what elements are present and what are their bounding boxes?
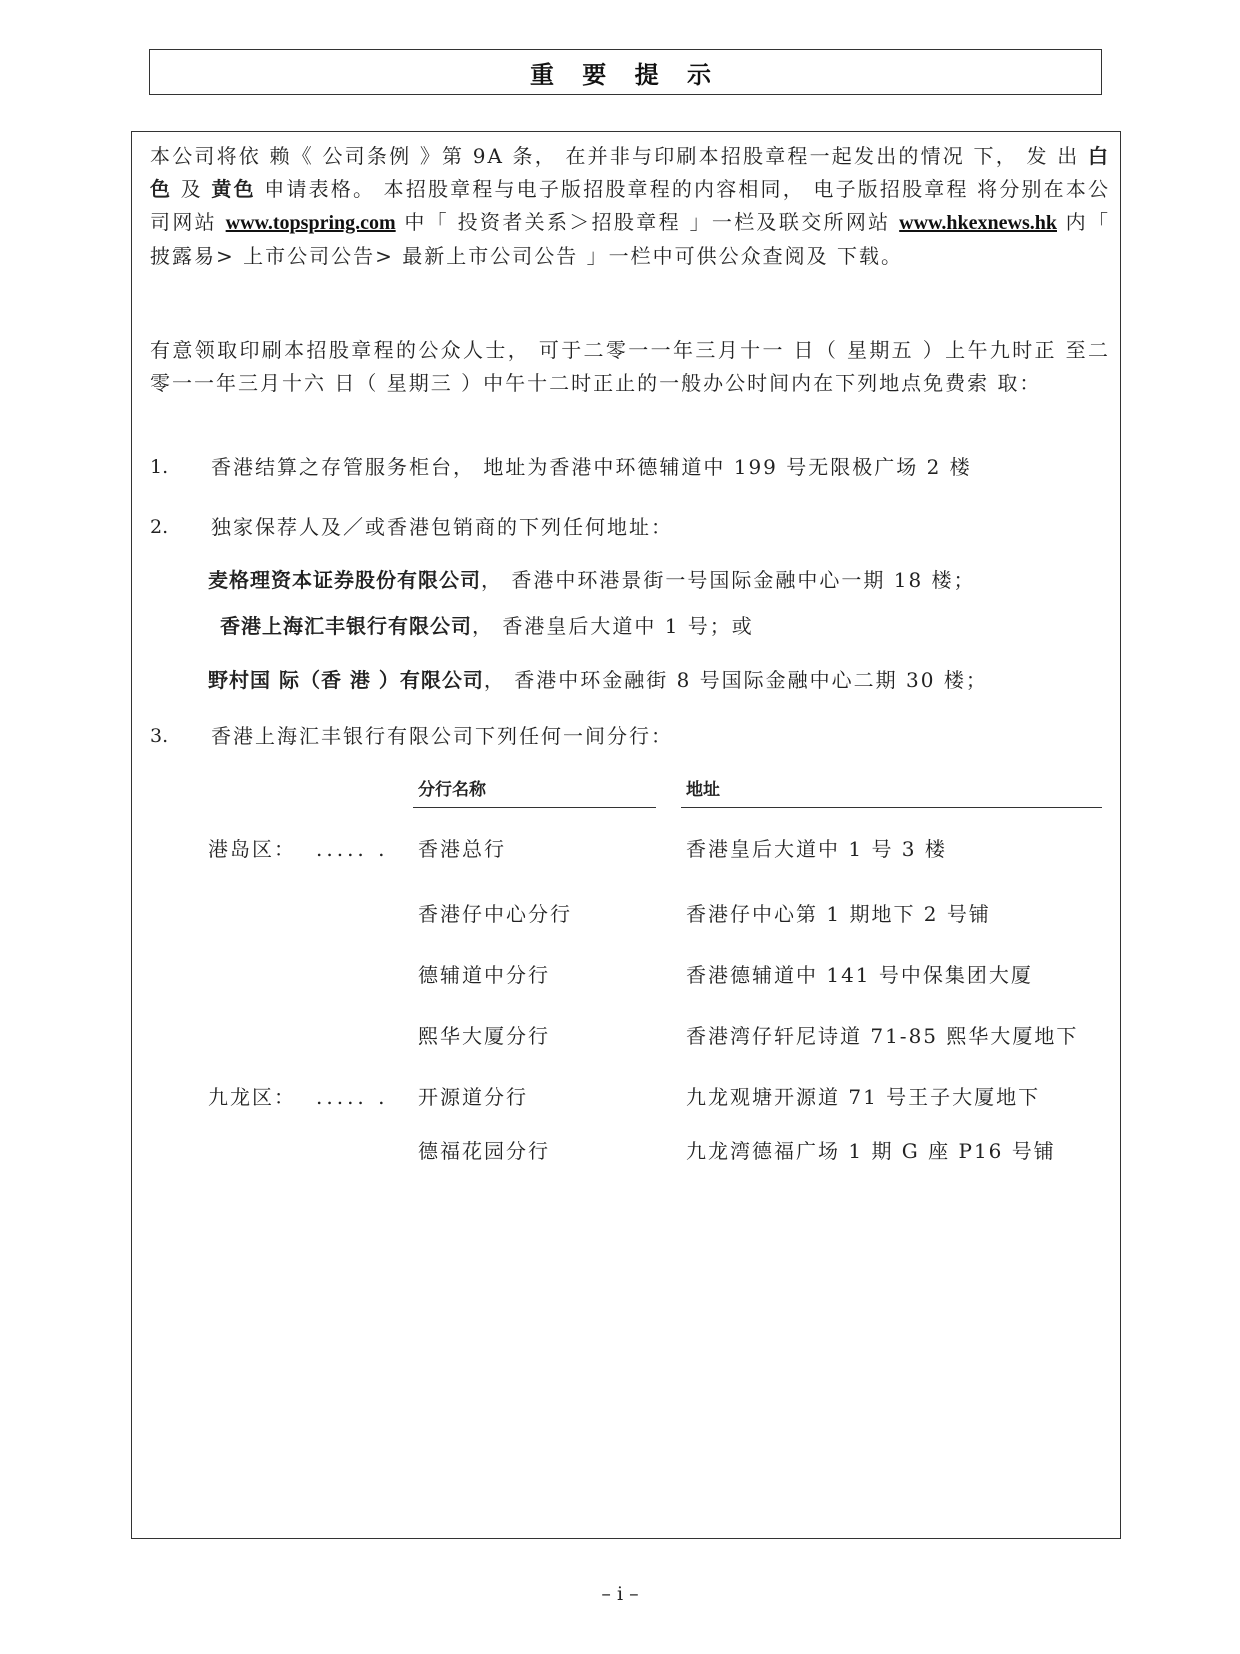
item-number-3: 3. xyxy=(150,725,169,747)
page-number: – i – xyxy=(601,1583,639,1605)
item-number-2: 2. xyxy=(150,516,169,538)
title-box xyxy=(149,49,1102,95)
region-label-kowloon: 九龙区： xyxy=(208,1085,296,1109)
item-text-3: 香港上海汇丰银行有限公司下列任何一间分行： xyxy=(211,724,673,748)
collection-paragraph: 有意领取印刷本招股章程的公众人士， 可于二零一一年三月十一 日（ 星期五 ）上午九时正 至二零一一年三月十六 日（ 星期三 ）中午十二时正止的一般办公时间内在下列地点免费索 取： xyxy=(150,338,1110,395)
item-text-2: 独家保荐人及／或香港包销商的下列任何地址： xyxy=(211,515,673,539)
branch-name: 德辅道中分行 xyxy=(418,963,550,987)
branch-address: 九龙湾德福广场 1 期 G 座 P16 号铺 xyxy=(686,1139,1056,1163)
yellow-form-label: 黄色 xyxy=(211,177,256,201)
underwriter-name: 麦格理资本证券股份有限公司 xyxy=(208,568,481,592)
underwriter-name: 野村国 际（香 港 ）有限公司 xyxy=(208,668,484,692)
branch-name: 熙华大厦分行 xyxy=(418,1024,550,1048)
intro-text-1: 本公司将依 赖《 公司条例 》第 9A 条， 在并非与印刷本招股章程一起发出的情况 下， 发 出 xyxy=(150,144,1088,168)
branch-name: 香港总行 xyxy=(418,837,506,861)
intro-text-2: 申请表格。 本招股章程与电子版招股章程的内容相同， 电子版招股章程 将分别在本公司网站 xyxy=(150,177,1110,234)
branch-address: 香港湾仔轩尼诗道 71-85 熙华大厦地下 xyxy=(686,1024,1079,1048)
underwriter-row xyxy=(220,611,754,641)
branch-address: 九龙观塘开源道 71 号王子大厦地下 xyxy=(686,1085,1041,1109)
underwriter-address: ， 香港中环金融街 8 号国际金融中心二期 30 楼； xyxy=(483,668,988,692)
underwriter-address: ， 香港皇后大道中 1 号；或 xyxy=(472,614,754,638)
branch-name: 香港仔中心分行 xyxy=(418,902,572,926)
underwriter-address: ， 香港中环港景街一号国际金融中心一期 18 楼； xyxy=(481,568,976,592)
header-rule xyxy=(681,807,1102,808)
intro-text-3: 中「 投资者关系＞招股章程 」一栏及联交所网站 xyxy=(395,210,900,234)
page-title: 重 要 提 示 xyxy=(529,60,722,89)
item-number-1: 1. xyxy=(150,456,169,478)
underwriter-name: 香港上海汇丰银行有限公司 xyxy=(220,614,472,638)
branch-address: 香港仔中心第 1 期地下 2 号铺 xyxy=(686,902,991,926)
item-text-1: 香港结算之存管服务柜台， 地址为香港中环德辅道中 199 号无限极广场 2 楼 xyxy=(211,455,972,479)
branch-address: 香港德辅道中 141 号中保集团大厦 xyxy=(686,963,1033,987)
branch-name: 德福花园分行 xyxy=(418,1139,550,1163)
address-header: 地址 xyxy=(686,780,720,800)
region-label-hong-kong-island: 港岛区： xyxy=(208,837,296,861)
underwriter-row xyxy=(208,665,988,695)
intro-and: 及 xyxy=(172,177,212,201)
branch-name: 开源道分行 xyxy=(418,1085,528,1109)
dot-leader: ..... . xyxy=(316,1085,389,1109)
intro-paragraph xyxy=(150,140,1110,273)
underwriter-row xyxy=(208,565,976,595)
intro-text-4: 内「 披露易> 上市公司公告> 最新上市公司公告 」一栏中可供公众查阅及 下载。 xyxy=(150,210,1111,268)
header-rule xyxy=(413,807,656,808)
company-website-link[interactable]: www.topspring.com xyxy=(225,212,396,234)
dot-leader: ..... . xyxy=(316,837,389,861)
white-form-label: 白色 xyxy=(150,144,1110,201)
branch-name-header: 分行名称 xyxy=(418,780,486,800)
hkexnews-link[interactable]: www.hkexnews.hk xyxy=(899,212,1057,234)
branch-address: 香港皇后大道中 1 号 3 楼 xyxy=(686,837,947,861)
